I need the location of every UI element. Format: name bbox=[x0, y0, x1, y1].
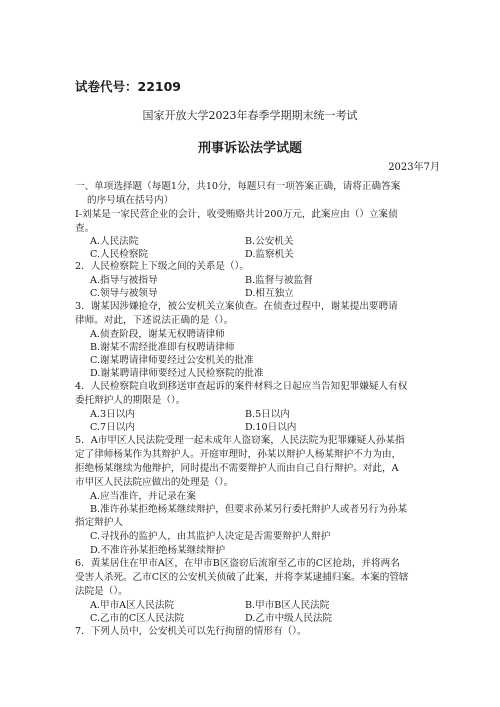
question-6-option-d: D.乙市中级人民法院 bbox=[245, 613, 333, 624]
question-5-option-b: B.准许孙某拒绝杨某继续辩护，但要求孙某另行委托辩护人或者另行为孙某 bbox=[90, 504, 408, 515]
question-3-option-a: A.侦查阶段，谢某无权聘请律师 bbox=[90, 329, 225, 340]
question-1-option-a: A.人民法院 bbox=[90, 236, 139, 247]
question-5-line-4: 市甲区人民法院应做出的处理是（）。 bbox=[75, 477, 234, 488]
question-6-option-a: A.甲市A区人民法院 bbox=[90, 600, 175, 611]
question-6-option-c: C.乙市的C区人民法院 bbox=[90, 613, 185, 624]
question-4-option-d: D.10日以内 bbox=[245, 422, 297, 433]
question-3-option-d: D.谢某聘请律师要经过人民检察院的批准 bbox=[90, 368, 264, 379]
question-5-option-b-cont: 指定辩护人 bbox=[75, 517, 123, 528]
question-4-option-b: B.5日以内 bbox=[245, 409, 290, 420]
question-4-option-a: A.3日以内 bbox=[90, 409, 135, 420]
exam-code: 试卷代号：22109 bbox=[75, 79, 181, 94]
exam-date: 2023年7月 bbox=[388, 162, 440, 173]
question-3-line-1: 3．谢某因涉嫌抢夺，被公安机关立案侦查。在侦查过程中，谢某提出要聘请 bbox=[75, 301, 398, 312]
section-heading-line-2: 的序号填在括号内） bbox=[87, 195, 174, 206]
question-1-option-c: C.人民检察院 bbox=[90, 249, 149, 260]
question-1-option-b: B.公安机关 bbox=[245, 236, 294, 247]
section-heading-line-1: 一、单项选择题（每题1分，共10分，每题只有一项答案正确，请将正确答案 bbox=[75, 181, 401, 192]
question-2-option-b: B.监督与被监督 bbox=[245, 275, 313, 286]
question-5-line-3: 拒绝杨某继续为他辩护，同时提出不需要辩护人而由自己自行辩护。对此，A bbox=[75, 463, 399, 474]
question-2-option-d: D.相互独立 bbox=[245, 288, 294, 299]
question-6-line-3: 法院是（）。 bbox=[75, 586, 128, 597]
question-2-line-1: 2．人民检察院上下级之间的关系是（）。 bbox=[75, 261, 249, 272]
question-4-line-2: 委托辩护人的期限是（）。 bbox=[75, 395, 186, 406]
question-4-line-1: 4．人民检察院自收到移送审查起诉的案件材料之日起应当告知犯罪嫌疑人有权 bbox=[75, 381, 408, 392]
question-7-line-1: 7．下列人员中，公安机关可以先行拘留的情形有（）。 bbox=[75, 626, 307, 637]
exam-title: 刑事诉讼法学试题 bbox=[197, 141, 302, 156]
question-5-option-a: A.应当准许，并记录在案 bbox=[90, 491, 196, 502]
question-6-line-1: 6．黄某居住在甲市A区，在甲市B区盗窃后流窜至乙市的C区抢劫，并将两名 bbox=[75, 558, 400, 569]
exam-subtitle: 国家开放大学2023年春季学期期末统一考试 bbox=[142, 109, 358, 122]
question-6-option-b: B.甲市B区人民法院 bbox=[245, 600, 330, 611]
question-5-line-2: 定了律师杨某作为其辩护人。开庭审理时，孙某以辩护人杨某辩护不力为由， bbox=[75, 449, 402, 460]
question-3-option-b: B.谢某不需经批准即有权聘请律师 bbox=[90, 342, 235, 353]
question-3-line-2: 律师。对此，下述说法正确的是（）。 bbox=[75, 315, 234, 326]
question-1-line-1: I-刘某是一家民营企业的会计，收受贿赂共计200万元，此案应由（）立案侦 bbox=[75, 209, 398, 220]
question-6-line-2: 受害人杀死。乙市C区的公安机关侦破了此案，并将李某逮捕归案。本案的管辖 bbox=[75, 572, 409, 583]
question-4-option-c: C.7日以内 bbox=[90, 422, 135, 433]
question-1-line-2: 查。 bbox=[75, 223, 95, 234]
question-5-option-c: C.寻找孙的监护人，由其监护人决定是否需要辩护人辩护 bbox=[90, 531, 331, 542]
question-1-option-d: D.监察机关 bbox=[245, 249, 294, 260]
question-2-option-a: A.指导与被指导 bbox=[90, 275, 158, 286]
question-2-option-c: C.领导与被领导 bbox=[90, 288, 158, 299]
question-3-option-c: C.谢某聘请律师要经过公安机关的批准 bbox=[90, 355, 254, 366]
question-5-line-1: 5．A市甲区人民法院受理一起未成年人盗窃案，人民法院为犯罪嫌疑人孙某指 bbox=[75, 435, 405, 446]
question-5-option-d: D.不准许孙某拒绝杨某继续辩护 bbox=[90, 545, 226, 556]
